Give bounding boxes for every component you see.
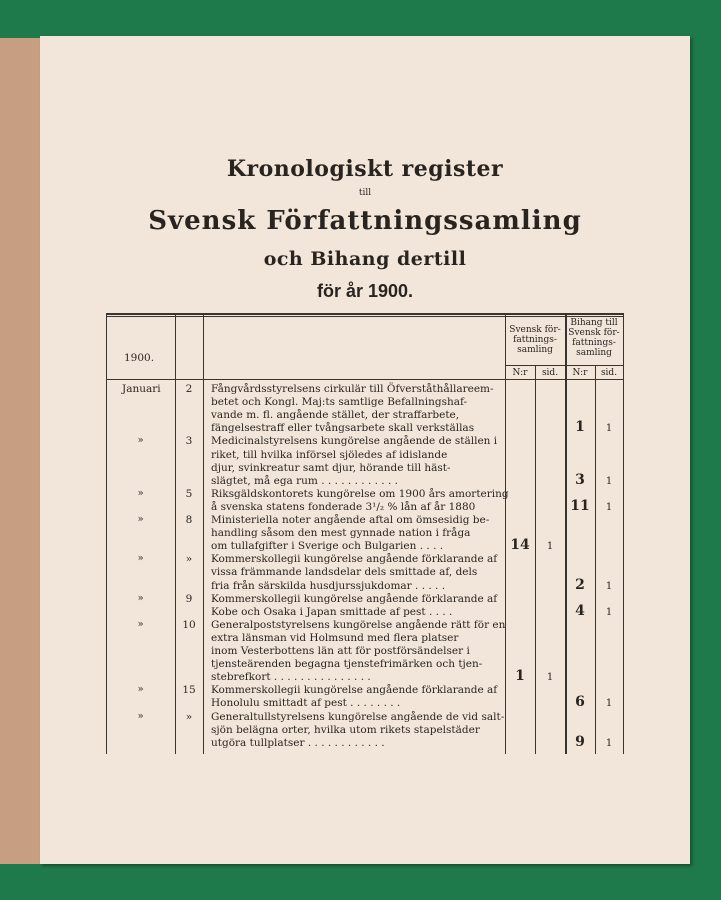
row-day: 5 [185,487,193,500]
table-top-rule-thin [106,316,623,317]
bihang-header-line: samling [576,348,612,358]
sfs-nr-header: N:r [512,368,528,378]
bih-nr-header: N:r [572,368,588,378]
sfs-header-line: Svensk för- [509,325,561,335]
title-line-3: Svensk Författningssamling [148,206,582,236]
row-text-line: Generaltullstyrelsens kungörelse angående de vid salt- [211,710,505,723]
row-text-line: handling såsom den mest gynnade nation i fråga [211,527,471,540]
row-text-line: Kobe och Osaka i Japan smittade af pest . . . . [211,605,453,618]
book-spine [0,38,45,864]
col-rule-sfs-mid [535,365,536,754]
row-text-line: vande m. fl. angående stället, der straffarbete, [211,409,460,422]
row-bih-nr: 4 [575,602,585,619]
row-month: Januari [122,383,161,395]
row-text-line: fria från särskilda husdjurssjukdomar . . . . . [211,579,446,592]
row-month: » [137,592,144,604]
row-text-line: utgöra tullplatser . . . . . . . . . . . . [211,736,385,749]
subheader-rule [106,379,623,380]
title-line-4: och Bihang dertill [263,248,467,270]
row-month: » [137,514,144,525]
row-bih-nr: 9 [575,733,585,750]
row-bih-nr: 11 [570,497,590,514]
row-month: » [137,684,144,696]
title-line-1: Kronologiskt register [226,156,504,182]
bih-sid-header: sid. [600,368,618,378]
row-text-line: Ministeriella noter angående aftal om ömsesidig be- [211,514,490,526]
row-sfs-nr: 14 [510,537,530,554]
row-sfs-sid: 1 [546,541,554,553]
row-text-line: om tullafgifter i Sverige och Bulgarien . . . . [211,540,444,553]
row-text-line: djur, svinkreatur samt djur, hörande till häst- [211,461,451,474]
row-text-line: extra länsman vid Holmsund med flera platser [211,631,459,644]
row-bih-nr: 2 [575,576,585,593]
row-month: » [137,435,144,447]
row-day: 2 [185,383,193,395]
row-text-line: sjön belägna orter, hvilka utom rikets stapelstäder [211,723,480,736]
row-bih-sid: 1 [605,580,613,592]
row-month: » [137,710,144,722]
row-text-line: inom Vesterbottens län att för postförsändelser i [211,645,470,657]
row-text-line: Medicinalstyrelsens kungörelse angående de ställen i [211,435,498,448]
row-day: 9 [185,592,193,605]
row-text-line: Riksgäldskontorets kungörelse om 1900 års amortering [211,487,509,500]
header-rule [505,365,623,366]
register-table [40,36,690,864]
row-text-line: betet och Kongl. Maj:ts samtlige Befallningshaf- [211,396,468,409]
title-line-2: till [358,188,372,198]
row-bih-nr: 6 [575,694,585,711]
row-bih-nr: 1 [575,419,585,436]
row-bih-sid: 1 [605,737,613,749]
row-text-line: stebrefkort . . . . . . . . . . . . . . . [211,671,371,684]
row-day: 8 [185,514,193,526]
row-text-line: Generalpoststyrelsens kungörelse angående rätt för en [211,618,506,631]
row-text-line: tjensteärenden begagna tjenstefrimärken och tjen- [211,658,483,671]
title-line-5: för år 1900. [316,281,414,301]
document-page [40,36,690,864]
row-bih-nr: 3 [575,471,585,488]
row-bih-sid: 1 [605,501,613,513]
row-day: 15 [182,684,196,697]
bihang-header-line: fattnings- [572,338,616,348]
row-day: » [185,553,193,566]
row-day: » [185,710,193,723]
sfs-header-line: samling [517,345,553,355]
row-text-line: Kommerskollegii kungörelse angående förklarande af [211,684,498,697]
bihang-header-line: Svensk för- [568,328,620,338]
row-bih-sid: 1 [605,698,613,710]
row-day: 10 [182,618,196,631]
row-text-line: riket, till hvilka införsel sjöledes af idislande [211,448,448,461]
row-day: 3 [185,435,193,448]
row-sfs-nr: 1 [515,668,525,685]
row-bih-sid: 1 [605,606,613,618]
col-rule-right [623,313,624,754]
row-sfs-sid: 1 [546,672,554,684]
row-bih-sid: 1 [605,423,613,435]
row-text-line: Fångvårdsstyrelsens cirkulär till Öfverståthållareem- [211,383,494,395]
bihang-header-line: Bihang till [570,318,618,328]
row-month: » [137,487,144,499]
sfs-header-line: fattnings- [513,335,557,345]
row-month: » [137,618,144,630]
year-header: 1900. [124,352,155,364]
row-text-line: Kommerskollegii kungörelse angående förklarande af [211,592,498,605]
row-month: » [137,553,144,565]
row-text-line: Honolulu smittadt af pest . . . . . . . . [211,697,401,710]
sfs-sid-header: sid. [541,368,559,378]
row-bih-sid: 1 [605,475,613,487]
row-text-line: vissa främmande landsdelar dels smittade af, dels [211,566,478,579]
table-top-rule [106,313,623,315]
row-text-line: slägtet, må ega rum . . . . . . . . . . . . [211,474,398,487]
row-text-line: Kommerskollegii kungörelse angående förklarande af [211,553,498,566]
row-text-line: å svenska statens fonderade 3¹/₂ % lån af år 1880 [211,500,476,513]
row-text-line: fängelsestraff eller tvångsarbete skall verkställas [211,422,475,435]
